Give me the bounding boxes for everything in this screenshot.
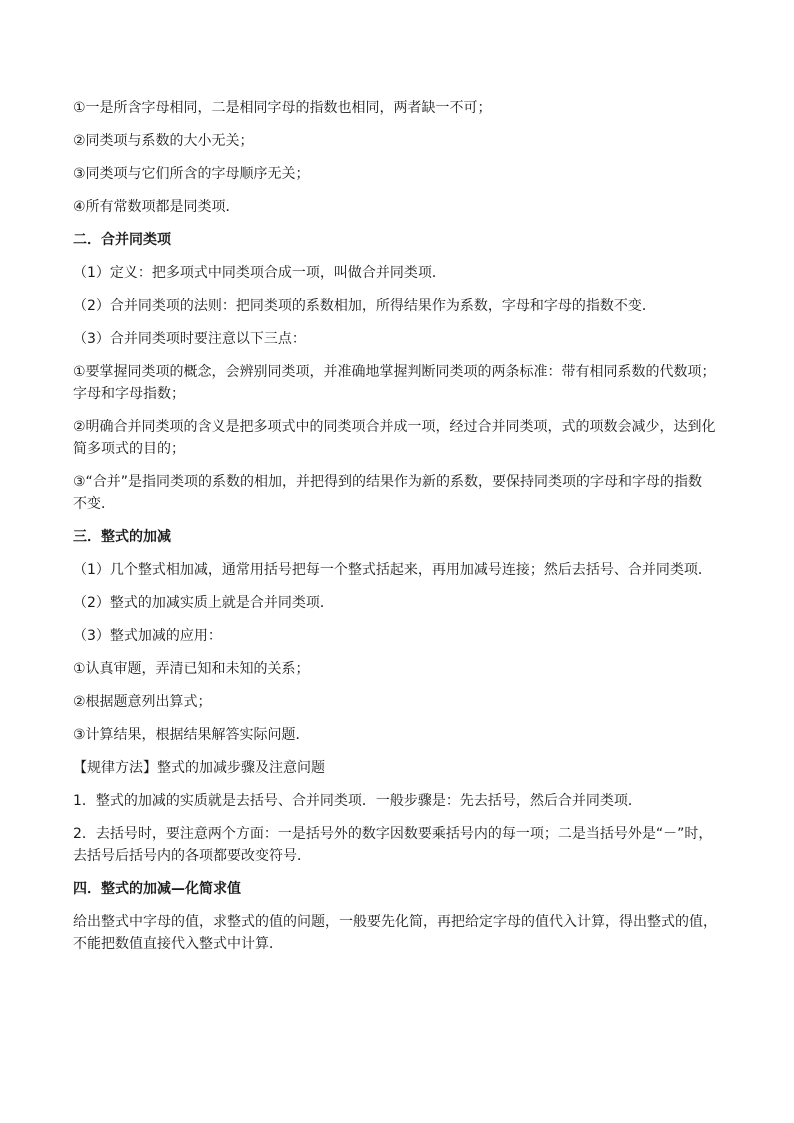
text-line-note-1b: 字母和字母指数； [73,386,185,402]
text-line-note-3b: 不变． [73,496,115,512]
text-line-s3-3c: ③计算结果，根据结果解答实际问题． [73,727,310,743]
text-line-note-2a: ②明确合并同类项的含义是把多项式中的同类项合并成一项，经过合并同类项，式的项数会减少，达到化 [73,419,716,435]
section-heading-4: 四．整式的加减—化简求值 [73,881,241,897]
text-line-definition: （1）定义：把多项式中同类项合成一项，叫做合并同类项． [73,265,446,281]
text-line-s3-2: （2）整式的加减实质上就是合并同类项． [73,595,334,611]
text-line-s4-2: 不能把数值直接代入整式中计算． [73,936,283,952]
text-line-s3-1: （1）几个整式相加减，通常用括号把每一个整式括起来，再用加减号连接；然后去括号、合并同类项． [73,562,712,578]
text-line-item-4: ④所有常数项都是同类项． [73,199,240,215]
text-line-note-1a: ①要掌握同类项的概念，会辨别同类项，并准确地掌握判断同类项的两条标准：带有相同系数的代数项； [73,364,716,380]
text-line-rule: （2）合并同类项的法则：把同类项的系数相加，所得结果作为系数，字母和字母的指数不变． [73,298,656,314]
text-line-item-2: ②同类项与系数的大小无关； [73,133,254,149]
text-line-item-1: ①一是所含字母相同，二是相同字母的指数也相同，两者缺一不可； [73,100,492,116]
text-line-notes-intro: （3）合并同类项时要注意以下三点： [73,331,306,347]
text-line-rule-1: 1．整式的加减的实质就是去括号、合并同类项．一般步骤是：先去括号，然后合并同类项． [73,793,642,809]
text-line-note-2b: 简多项式的目的； [73,441,185,457]
text-line-s3-3a: ①认真审题，弄清已知和未知的关系； [73,661,310,677]
text-line-item-3: ③同类项与它们所含的字母顺序无关； [73,166,310,182]
section-heading-2: 二．合并同类项 [73,232,171,248]
text-line-rule-2b: 去括号后括号内的各项都要改变符号． [73,848,311,864]
document-page [73,97,723,955]
rule-method-title: 【规律方法】整式的加减步骤及注意问题 [73,760,325,776]
section-heading-3: 三．整式的加减 [73,529,171,545]
text-line-note-3a: ③“合并”是指同类项的系数的相加，并把得到的结果作为新的系数，要保持同类项的字母和字母的指数 [73,474,703,490]
text-line-rule-2a: 2．去括号时，要注意两个方面：一是括号外的数字因数要乘括号内的每一项；二是当括号外是“－”时， [73,826,713,842]
text-line-s3-3b: ②根据题意列出算式； [73,694,212,710]
text-line-s4-1: 给出整式中字母的值，求整式的值的问题，一般要先化简，再把给定字母的值代入计算，得出整式的值， [73,914,717,930]
text-line-s3-3: （3）整式加减的应用： [73,628,222,644]
